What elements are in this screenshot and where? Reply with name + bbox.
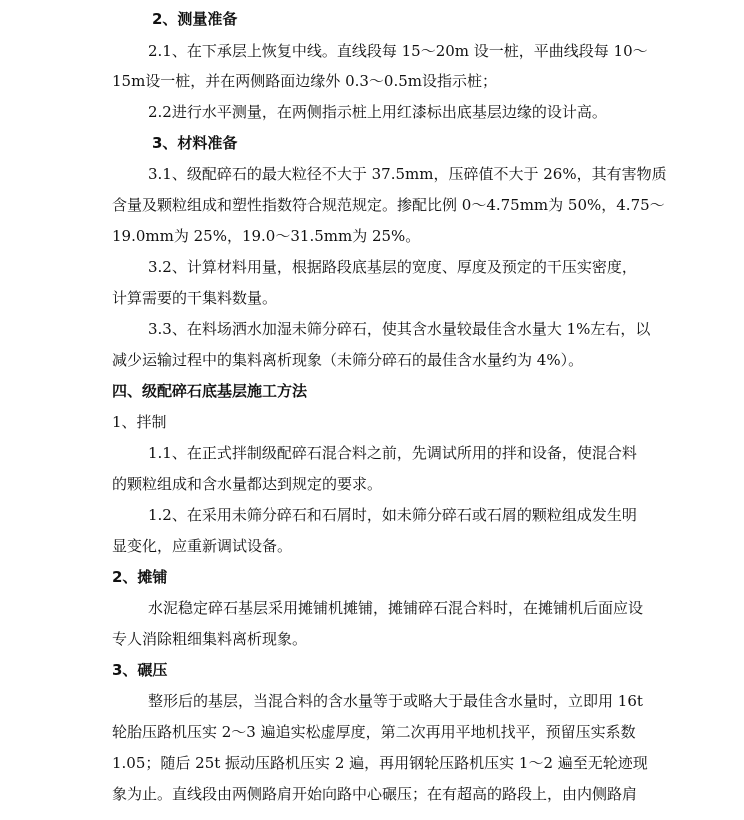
subheading-mixing: 1、拌制 (112, 413, 167, 431)
paragraph-line: 2.1、在下承层上恢复中线。直线段每 15～20m 设一桩，平曲线段每 10～ (148, 42, 648, 60)
paragraph-line: 的颗粒组成和含水量都达到规定的要求。 (112, 475, 383, 493)
paragraph-line: 1.05；随后 25t 振动压路机压实 2 遍，再用钢轮压路机压实 1～2 遍至无轮迹现 (112, 754, 648, 772)
paragraph-line: 15m设一桩，并在两侧路面边缘外 0.3～0.5m设指示桩； (112, 72, 498, 90)
paragraph-line: 3.1、级配碎石的最大粒径不大于 37.5mm，压碎值不大于 26%，其有害物质 (148, 165, 667, 183)
paragraph-line: 1.2、在采用未筛分碎石和石屑时，如未筛分碎石或石屑的颗粒组成发生明 (148, 506, 637, 524)
paragraph-line: 19.0mm为 25%，19.0～31.5mm为 25%。 (112, 227, 421, 245)
paragraph-line: 减少运输过程中的集料离析现象（未筛分碎石的最佳含水量约为 4%）。 (112, 351, 584, 369)
paragraph-line: 1.1、在正式拌制级配碎石混合料之前，先调试所用的拌和设备，使混合料 (148, 444, 637, 462)
paragraph-line: 2.2进行水平测量，在两侧指示桩上用红漆标出底基层边缘的设计高。 (148, 103, 607, 121)
heading-survey-prep: 2、测量准备 (152, 10, 238, 28)
paragraph-line: 象为止。直线段由两侧路肩开始向路中心碾压；在有超高的路段上，由内侧路肩 (112, 785, 638, 803)
paragraph-line: 专人消除粗细集料离析现象。 (112, 630, 308, 648)
heading-section-four: 四、级配碎石底基层施工方法 (112, 382, 308, 400)
paragraph-line: 计算需要的干集料数量。 (112, 289, 278, 307)
heading-material-prep: 3、材料准备 (152, 134, 238, 152)
paragraph-line: 轮胎压路机压实 2～3 遍追实松虚厚度，第二次再用平地机找平，预留压实系数 (112, 723, 636, 741)
paragraph-line: 水泥稳定碎石基层采用摊铺机摊铺，摊铺碎石混合料时，在摊铺机后面应设 (148, 599, 644, 617)
paragraph-line: 3.3、在料场洒水加湿未筛分碎石，使其含水量较最佳含水量大 1%左右，以 (148, 320, 651, 338)
paragraph-line: 含量及颗粒组成和塑性指数符合规范规定。掺配比例 0～4.75mm为 50%，4.75～ (112, 196, 665, 214)
paragraph-line: 3.2、计算材料用量，根据路段底基层的宽度、厚度及预定的干压实密度， (148, 258, 637, 276)
heading-paving: 2、摊铺 (112, 568, 168, 586)
paragraph-line: 整形后的基层，当混合料的含水量等于或略大于最佳含水量时，立即用 16t (148, 692, 643, 710)
heading-compaction: 3、碾压 (112, 661, 168, 679)
paragraph-line: 显变化，应重新调试设备。 (112, 537, 293, 555)
